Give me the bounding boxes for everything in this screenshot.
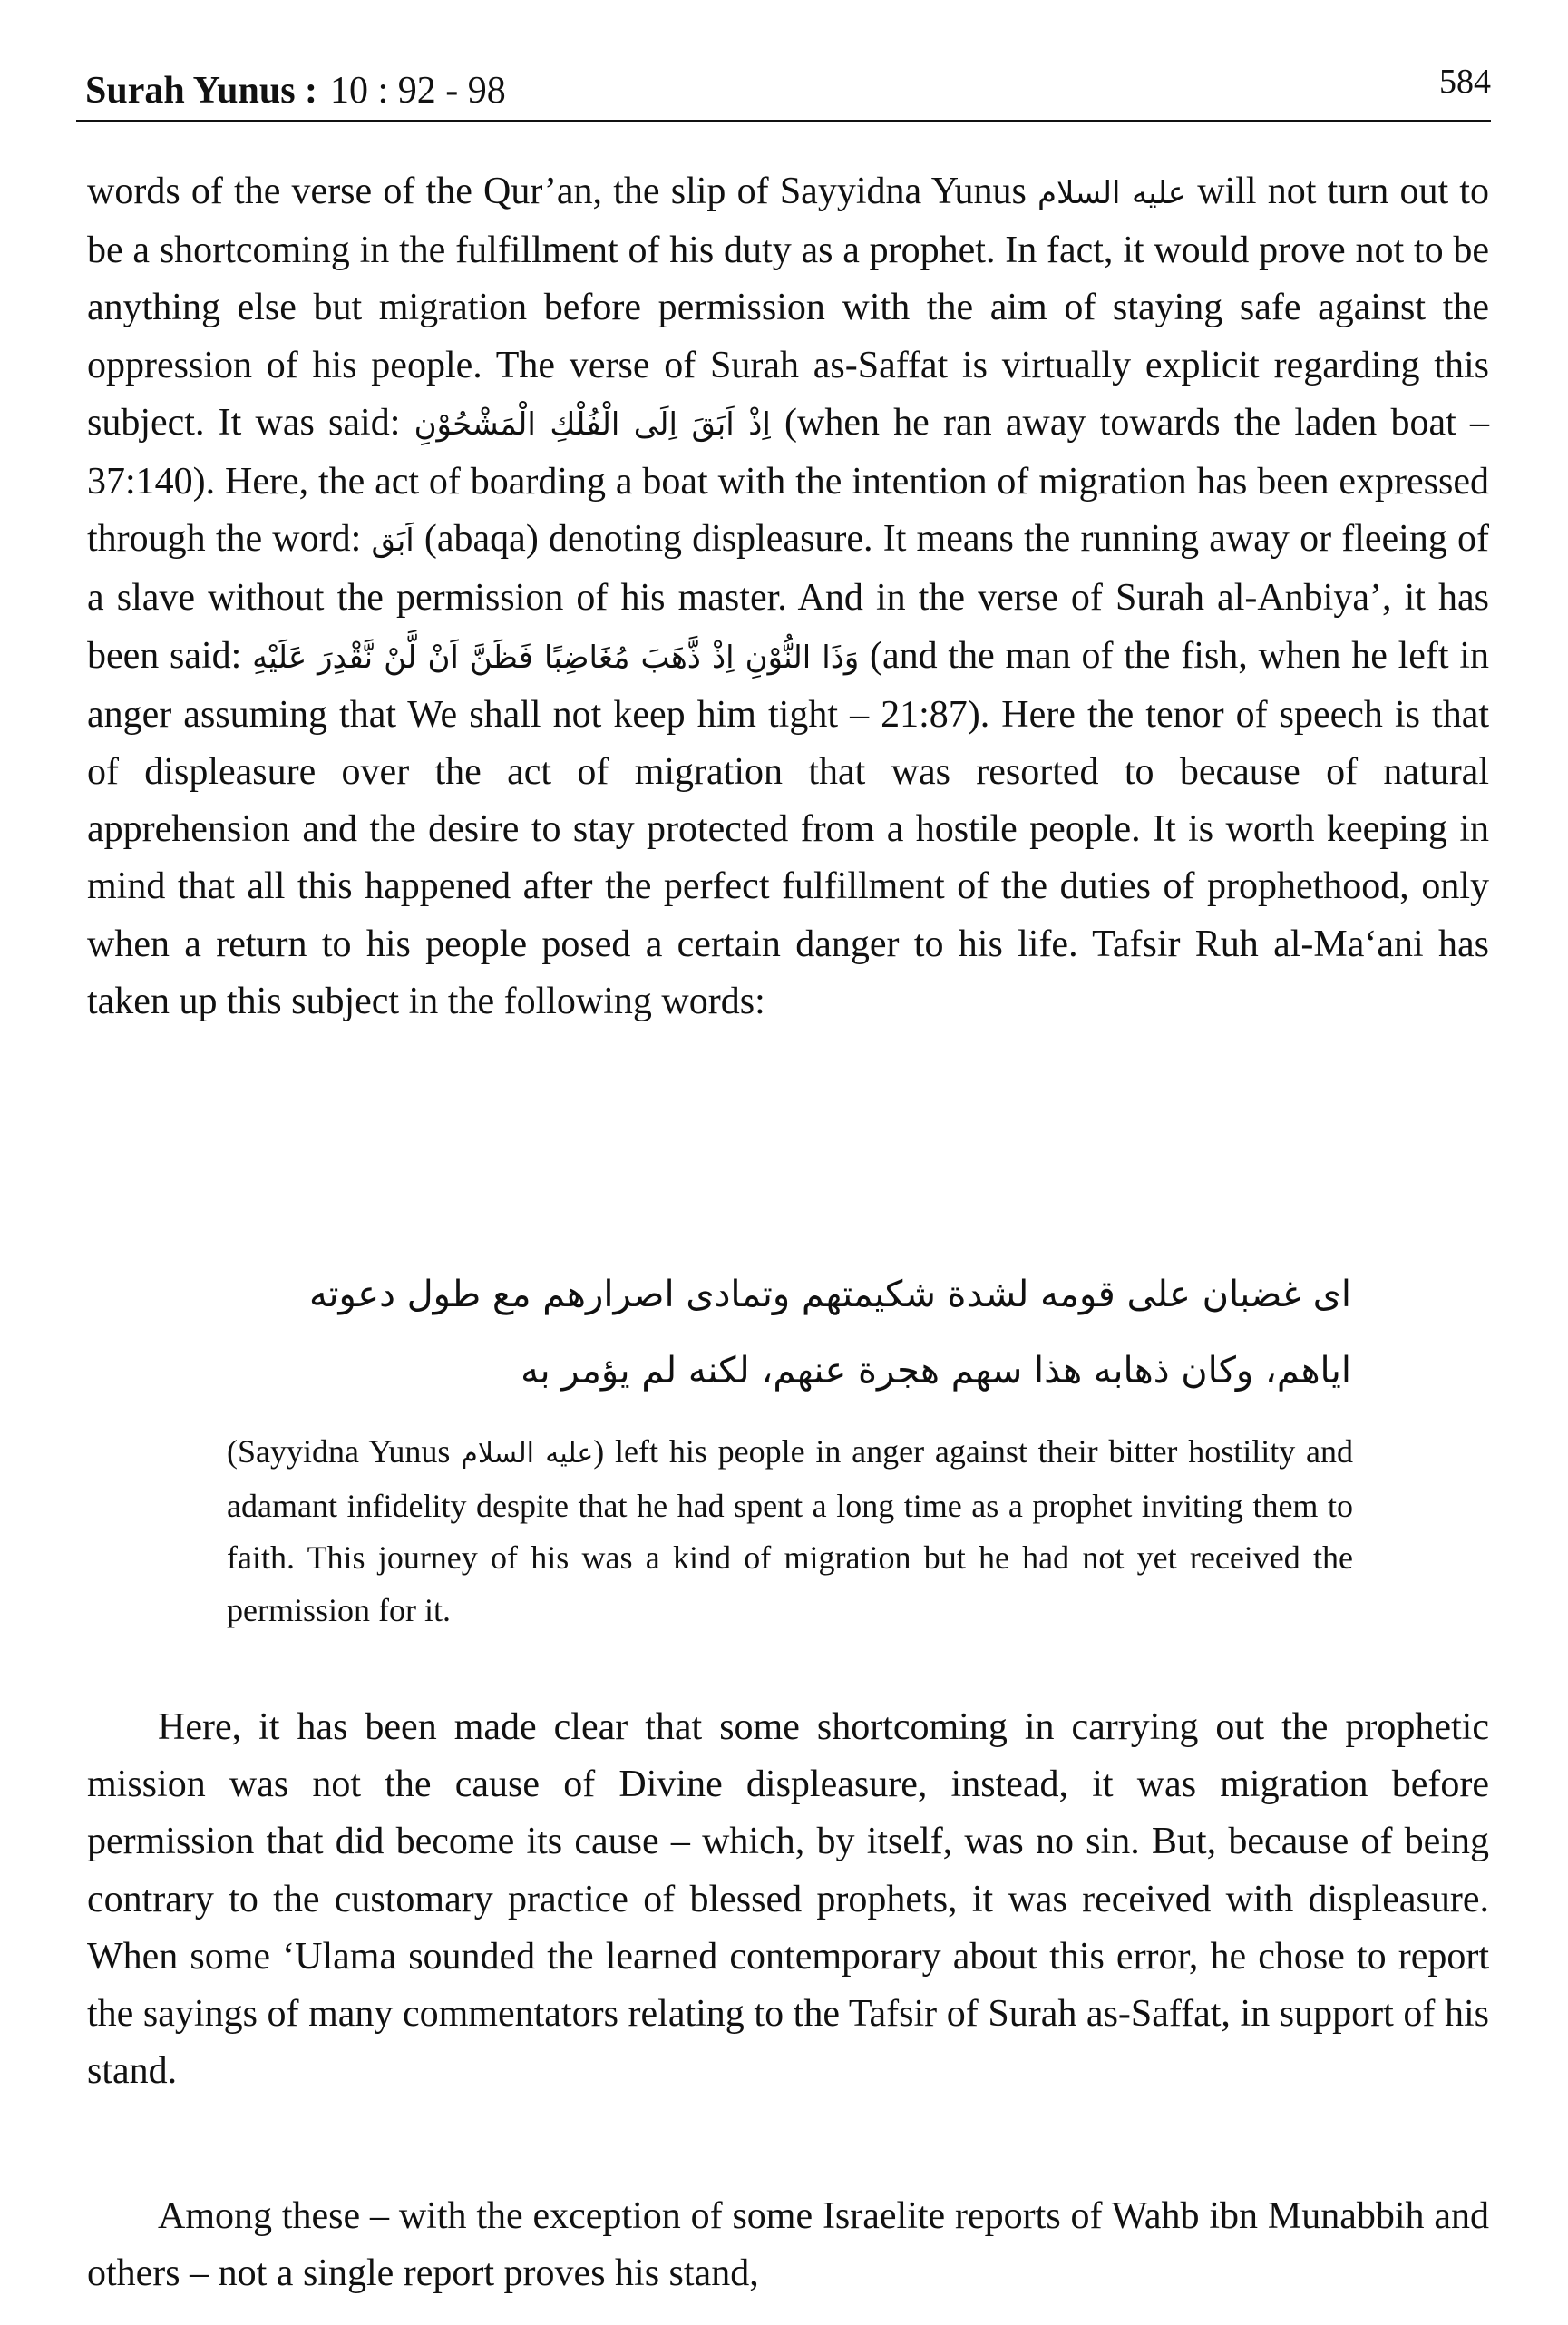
word-abaqa-arabic: اَبَق — [371, 523, 414, 560]
translation-salutation-arabic: عليه السلام — [461, 1438, 594, 1470]
arabic-quotation-line-1: اى غضبان على قومه لشدة شكيمتهم وتمادى اصرارهم مع طول دعوته — [308, 1274, 1351, 1315]
paragraph-1-text-c: (when he ran away towards the laden boat – 37:140). Here, the act of boarding a boat with the intention of migration has been expressed through the word: — [87, 401, 1490, 561]
paragraph-1-text-d: (abaqa) denoting displeasure. It means the running away or fleeing of a slave without the permission of his master. And in the verse of Surah al-Anbiya’, it has been said: — [87, 518, 1490, 677]
verse-arabic-21-87: وَذَا النُّوْنِ اِذْ ذَّهَبَ مُغَاضِبًا فَظَنَّ اَنْ لَّنْ نَّقْدِرَ عَلَيْهِ — [252, 639, 860, 676]
page-number: 584 — [1439, 63, 1491, 101]
quotation-translation — [227, 1426, 1353, 1636]
paragraph-1-text-a: words of the verse of the Qur’an, the slip of Sayyidna Yunus — [87, 171, 1037, 212]
running-head — [85, 69, 506, 112]
salutation-arabic: عليه السلام — [1037, 175, 1186, 211]
paragraph-1-text-b: will not turn out to be a shortcoming in the fulfillment of his duty as a prophet. In fact, it would prove not to be anything else but migration before permission with the aim of staying safe against the oppression of his people. The verse of Surah as-Saffat is virtually explicit regarding this subject. It was said: — [87, 171, 1489, 444]
paragraph-1 — [87, 163, 1489, 1031]
page-header — [76, 62, 1491, 122]
verse-arabic-37-140: اِذْ اَبَقَ اِلَى الْفُلْكِ الْمَشْحُوْنِ — [414, 405, 771, 443]
paragraph-1-text-e: (and the man of the fish, when he left in anger assuming that We shall not keep him tight – 21:87). Here the tenor of speech is that of displeasure over the act of migration that was resorted to because of natural apprehension and the desire to stay protected from a hostile people. It is worth keeping in mind that all this happened after the perfect fulfillment of the duties of prophethood, only when a return to his people posed a certain danger to his life. Tafsir Ruh al-Ma‘ani has taken up this subject in the following words: — [87, 634, 1490, 1022]
translation-text-b: ) left his people in anger against their bitter hostility and adamant infidelity despite that he had spent a long time as a prophet inviting them to faith. This journey of his was a kind of migration but he had not yet received the permission for it. — [227, 1433, 1353, 1628]
arabic-quotation — [227, 1256, 1351, 1409]
paragraph-3: Among these – with the exception of some Israelite reports of Wahb ibn Munabbih and others – not a single report proves his stand, — [87, 2195, 1489, 2295]
surah-title: Surah Yunus : — [85, 70, 318, 112]
paragraph-2: Here, it has been made clear that some shortcoming in carrying out the prophetic mission was not the cause of Divine displeasure, instead, it was migration before permission that did become its cause – which, by itself, was no sin. But, because of being contrary to the customary practice of blessed prophets, it was received with displeasure. When some ‘Ulama sounded the learned contemporary about this error, he chose to report the sayings of many commentators relating to the Tafsir of Surah as-Saffat, in support of his stand. — [87, 1706, 1489, 2093]
verse-reference: 10 : 92 - 98 — [330, 70, 506, 112]
translation-text-a: (Sayyidna Yunus — [227, 1433, 462, 1470]
arabic-quotation-line-2: اياهم، وكان ذهابه هذا سهم هجرة عنهم، لكنه لم يؤمر به — [521, 1350, 1351, 1392]
